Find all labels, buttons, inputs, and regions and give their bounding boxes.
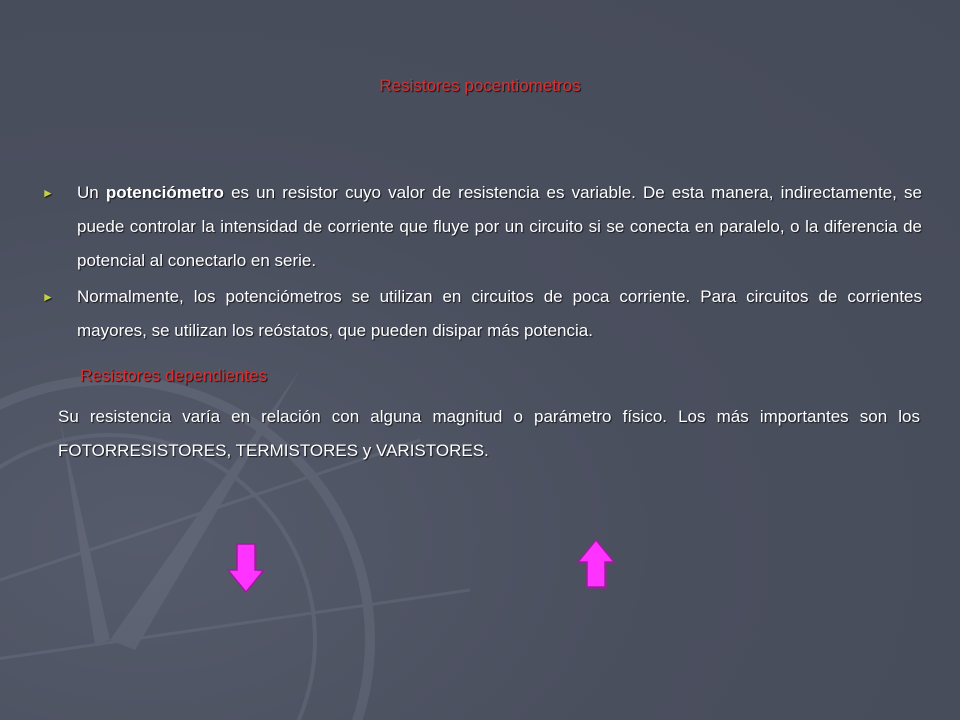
slide-title: Resistores pocentiometros bbox=[379, 76, 581, 95]
subheading: Resistores dependientes bbox=[80, 366, 268, 385]
arrow-up-icon bbox=[576, 538, 616, 590]
bullet-text-1-bold: potenciómetro bbox=[105, 183, 224, 202]
body-paragraph: Su resistencia varía en relación con alguna magnitud o parámetro físico. Los más importantes son los FOTORRESISTORES, TERMISTORES y VARISTORES. bbox=[58, 407, 920, 460]
arrow-down-icon bbox=[226, 542, 266, 594]
bullet-marker-icon: ► bbox=[42, 186, 54, 200]
bullet-text-2: Normalmente, los potenciómetros se utilizan en circuitos de poca corriente. Para circuitos de corrientes mayores, se utilizan los reóstatos, que pueden disipar más potencia. bbox=[77, 287, 922, 340]
bullet-marker-icon: ► bbox=[42, 290, 54, 304]
bullet-text-1-start: Un bbox=[77, 183, 106, 202]
bullet-item-1 bbox=[42, 176, 922, 278]
compass-watermark-icon bbox=[0, 330, 560, 720]
bullet-item-2 bbox=[42, 280, 922, 348]
bullet-text-1 bbox=[77, 176, 922, 278]
bullet-text-1-end: es un resistor cuyo valor de resistencia es variable. De esta manera, indirectamente, se puede controlar la intensidad de corriente que fluye por un circuito si se conecta en paralelo, o la diferencia de potencial al conectarlo en serie. bbox=[77, 183, 922, 270]
